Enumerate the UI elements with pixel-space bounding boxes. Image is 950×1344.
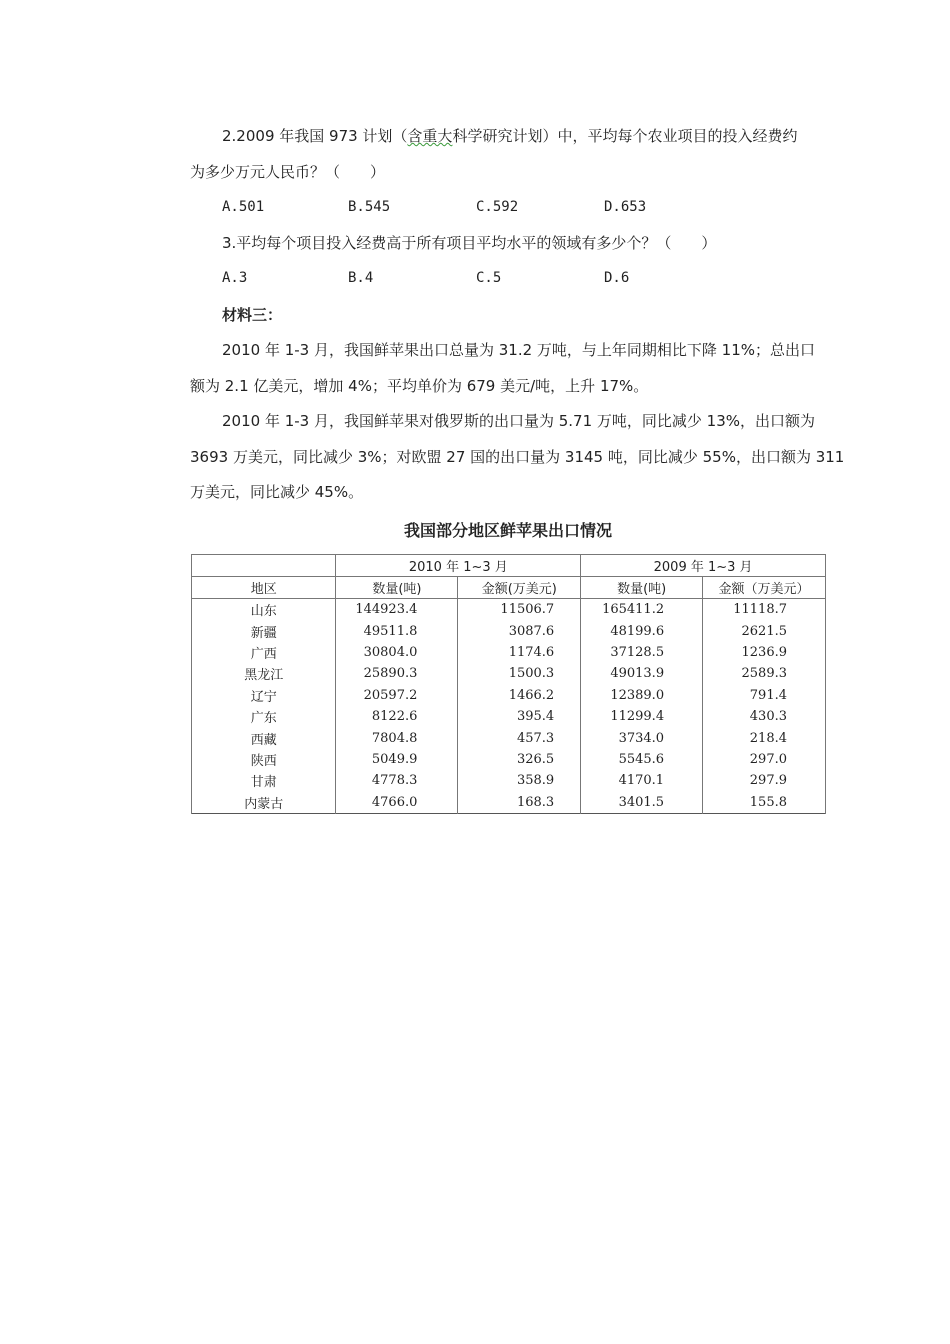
cell-qty-2009: 4170.1: [581, 770, 703, 791]
apple-export-table: [191, 554, 826, 814]
cell-amount-2009: 2589.3: [703, 663, 826, 684]
cell-qty-2009: 165411.2: [581, 599, 703, 621]
cell-qty-2010: 25890.3: [336, 663, 458, 684]
cell-amount-2009: 11118.7: [703, 599, 826, 621]
question-2-line-2: 为多少万元人民币？（ ）: [190, 163, 386, 181]
cell-amount-2009: 430.3: [703, 706, 826, 727]
header-period-2010: 2010 年 1~3 月: [336, 555, 581, 577]
cell-amount-2010: 1174.6: [458, 642, 581, 663]
cell-qty-2010: 4766.0: [336, 792, 458, 814]
cell-region: 辽宁: [192, 685, 336, 706]
cell-region: 甘肃: [192, 770, 336, 791]
header-amount-2009: 金额（万美元）: [703, 577, 826, 599]
cell-qty-2009: 37128.5: [581, 642, 703, 663]
question-2-option-b: B.545: [348, 199, 391, 215]
cell-region: 山东: [192, 599, 336, 621]
cell-qty-2009: 12389.0: [581, 685, 703, 706]
table-row: [192, 727, 826, 748]
cell-qty-2010: 4778.3: [336, 770, 458, 791]
cell-amount-2010: 3087.6: [458, 620, 581, 641]
cell-qty-2010: 20597.2: [336, 685, 458, 706]
table-row: [192, 642, 826, 663]
material-paragraph-1-line-2: 额为 2.1 亿美元，增加 4%；平均单价为 679 美元/吨，上升 17%。: [190, 377, 649, 395]
header-amount-2010: 金额(万美元): [458, 577, 581, 599]
cell-qty-2009: 49013.9: [581, 663, 703, 684]
table-row: [192, 620, 826, 641]
cell-amount-2009: 791.4: [703, 685, 826, 706]
cell-region: 黑龙江: [192, 663, 336, 684]
cell-amount-2010: 168.3: [458, 792, 581, 814]
table-header-row-periods: [192, 555, 826, 577]
question-2-text-a: 2.2009 年我国 973 计划（: [222, 127, 408, 145]
cell-amount-2009: 2621.5: [703, 620, 826, 641]
material-paragraph-1-line-1: 2010 年 1-3 月，我国鲜苹果出口总量为 31.2 万吨，与上年同期相比下降 11%；总出口: [222, 341, 816, 359]
header-qty-2010: 数量(吨): [336, 577, 458, 599]
question-2-option-a: A.501: [222, 199, 265, 215]
material-paragraph-2-line-3: 万美元，同比减少 45%。: [190, 483, 364, 501]
question-3-option-b: B.4: [348, 270, 374, 286]
question-3-option-d: D.6: [604, 270, 630, 286]
cell-amount-2010: 457.3: [458, 727, 581, 748]
cell-qty-2010: 5049.9: [336, 749, 458, 770]
cell-qty-2009: 3734.0: [581, 727, 703, 748]
cell-amount-2009: 297.9: [703, 770, 826, 791]
cell-region: 新疆: [192, 620, 336, 641]
header-region: 地区: [192, 577, 336, 599]
header-qty-2009: 数量(吨): [581, 577, 703, 599]
question-3-option-c: C.5: [476, 270, 502, 286]
question-2-option-d: D.653: [604, 199, 647, 215]
cell-qty-2009: 11299.4: [581, 706, 703, 727]
table-title: 我国部分地区鲜苹果出口情况: [403, 521, 612, 540]
cell-amount-2010: 1466.2: [458, 685, 581, 706]
cell-region: 陕西: [192, 749, 336, 770]
cell-region: 西藏: [192, 727, 336, 748]
material-paragraph-2-line-2: 3693 万美元，同比减少 3%；对欧盟 27 国的出口量为 3145 吨，同比减少 55%，出口额为 311: [190, 448, 845, 466]
material-paragraph-2-line-1: 2010 年 1-3 月，我国鲜苹果对俄罗斯的出口量为 5.71 万吨，同比减少 13%，出口额为: [222, 412, 816, 430]
cell-qty-2010: 8122.6: [336, 706, 458, 727]
question-3-line-1: 3.平均每个项目投入经费高于所有项目平均水平的领域有多少个？（ ）: [222, 234, 717, 252]
cell-qty-2009: 5545.6: [581, 749, 703, 770]
cell-amount-2010: 1500.3: [458, 663, 581, 684]
cell-amount-2009: 1236.9: [703, 642, 826, 663]
cell-amount-2009: 218.4: [703, 727, 826, 748]
cell-amount-2010: 11506.7: [458, 599, 581, 621]
material-heading: 材料三：: [222, 306, 283, 324]
cell-region: 广东: [192, 706, 336, 727]
table-row: [192, 749, 826, 770]
cell-qty-2010: 7804.8: [336, 727, 458, 748]
question-3-option-a: A.3: [222, 270, 248, 286]
cell-qty-2009: 3401.5: [581, 792, 703, 814]
cell-amount-2010: 326.5: [458, 749, 581, 770]
cell-qty-2010: 144923.4: [336, 599, 458, 621]
table-row: [192, 770, 826, 791]
cell-qty-2010: 30804.0: [336, 642, 458, 663]
cell-amount-2009: 297.0: [703, 749, 826, 770]
table-row: [192, 706, 826, 727]
table-header-row-columns: [192, 577, 826, 599]
cell-amount-2010: 395.4: [458, 706, 581, 727]
question-2-text-marked: 含重大: [407, 127, 453, 145]
question-2-option-c: C.592: [476, 199, 519, 215]
cell-amount-2009: 155.8: [703, 792, 826, 814]
cell-qty-2010: 49511.8: [336, 620, 458, 641]
cell-qty-2009: 48199.6: [581, 620, 703, 641]
header-period-2009: 2009 年 1~3 月: [581, 555, 826, 577]
question-2-text-b: 科学研究计划）中，平均每个农业项目的投入经费约: [452, 127, 798, 145]
table-row: [192, 792, 826, 814]
header-blank: [192, 555, 336, 577]
cell-region: 内蒙古: [192, 792, 336, 814]
question-2-line-1: [222, 126, 797, 146]
table-row: [192, 685, 826, 706]
table-row: [192, 663, 826, 684]
cell-amount-2010: 358.9: [458, 770, 581, 791]
table-row: [192, 599, 826, 621]
cell-region: 广西: [192, 642, 336, 663]
